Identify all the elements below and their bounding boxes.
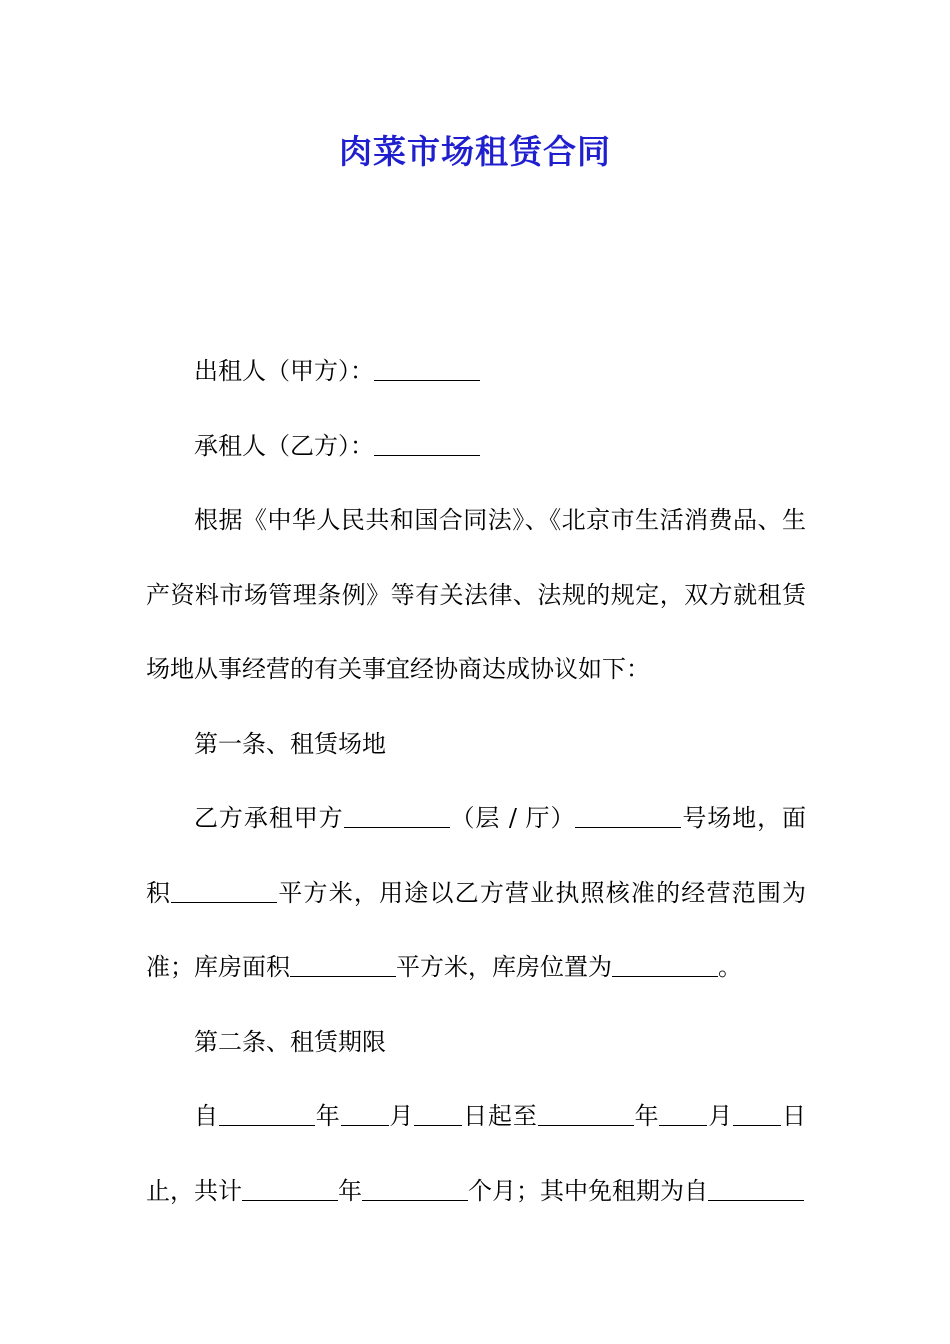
document-title: 肉菜市场租赁合同 <box>339 132 611 171</box>
total-months-blank <box>362 1174 468 1201</box>
rent-free-start-blank <box>708 1174 804 1201</box>
lessee-blank <box>374 429 480 456</box>
article-1-text: 号场地，面积 <box>146 804 807 907</box>
total-years-blank <box>242 1174 338 1201</box>
storage-location-blank <box>612 950 718 977</box>
site-number-blank <box>575 801 681 828</box>
start-year-blank <box>219 1099 315 1126</box>
preamble-paragraph: 根据《中华人民共和国合同法》、《北京市生活消费品、生产资料市场管理条例》等有关法律、法规的规定，双方就租赁场地从事经营的有关事宜经协商达成协议如下： <box>146 506 806 683</box>
article-1-paragraph <box>146 781 806 1005</box>
start-day-blank <box>414 1099 462 1126</box>
article-1-text: 平方米，用途以乙方营业执照核准的经营范围为准；库房面积 <box>146 878 807 981</box>
article-2-text: 个月；其中免租期为自 <box>468 1176 708 1205</box>
end-year-blank <box>538 1099 634 1126</box>
article-2-text: 年 <box>314 1102 341 1130</box>
area-blank <box>171 876 277 903</box>
article-2-text: 月 <box>707 1102 734 1130</box>
article-1-text: 平方米，库房位置为 <box>396 953 612 981</box>
lessee-label: 承租人（乙方）： <box>194 431 374 460</box>
lessor-line <box>146 334 806 409</box>
lessee-line <box>146 409 806 484</box>
article-1-text: 。 <box>718 953 742 981</box>
article-1-title: 第一条、租赁场地 <box>194 729 386 758</box>
article-1-text: （层 / 厅） <box>449 804 576 832</box>
article-2-text: 日起至 <box>462 1102 538 1130</box>
floor-blank <box>344 801 450 828</box>
storage-area-blank <box>290 950 396 977</box>
end-day-blank <box>733 1099 781 1126</box>
article-2-text: 年 <box>338 1176 362 1205</box>
start-month-blank <box>341 1099 389 1126</box>
article-2-title: 第二条、租赁期限 <box>194 1027 386 1056</box>
lessor-blank <box>374 354 480 381</box>
article-2-text: 日止，共计 <box>146 1102 807 1205</box>
article-2-paragraph <box>146 1079 806 1228</box>
document-body <box>146 334 806 1228</box>
article-1-text: 乙方承租甲方 <box>194 804 344 832</box>
article-2-text: 月 <box>388 1102 415 1130</box>
end-month-blank <box>659 1099 707 1126</box>
article-2-text: 自 <box>194 1102 219 1130</box>
article-2-text: 年 <box>633 1102 660 1130</box>
lessor-label: 出租人（甲方）： <box>194 357 374 385</box>
